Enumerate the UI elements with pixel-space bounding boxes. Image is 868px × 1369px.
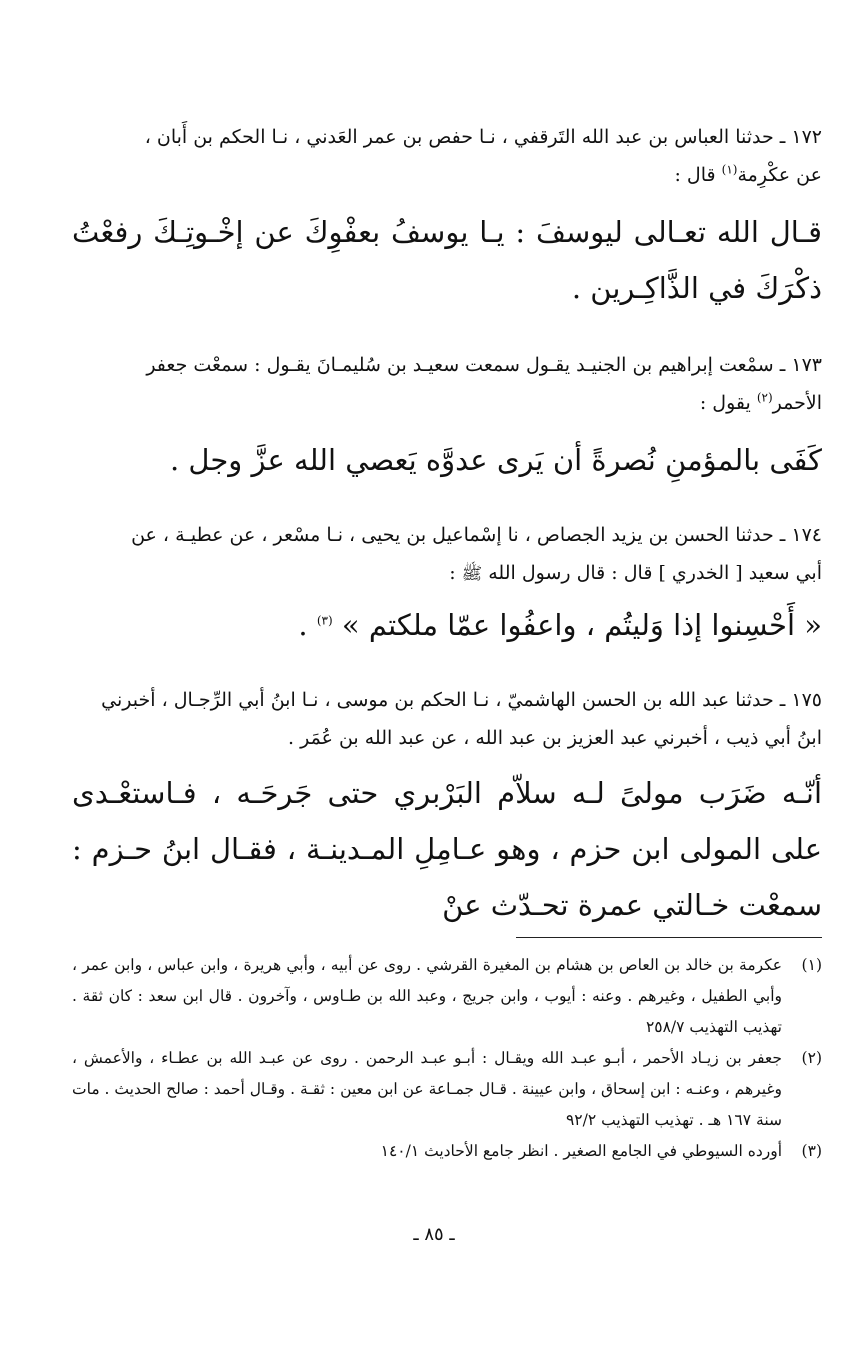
hadith-172 — [72, 118, 822, 316]
isnad-175-line1: ١٧٥ ـ حدثنا عبد الله بن الحسن الهاشميّ ، نـا الحكم بن موسى ، نـا ابنُ أبي الرِّجـال ، أخبرني — [101, 689, 822, 711]
matn-174 — [72, 597, 822, 653]
isnad-173-line2: الأحمر — [772, 392, 822, 414]
isnad-173-yaqul: يقول : — [699, 392, 757, 414]
isnad-172-line2: عن عكْرِمة — [737, 164, 822, 186]
hadith-175 — [72, 681, 822, 933]
footnote-ref-1: (١) — [721, 162, 738, 177]
isnad-173-line1: ١٧٣ ـ سمْعت إبراهيم بن الجنيـد يقـول سمعت سعيـد بن سُليمـانَ يقـول : سمعْت جعفر — [146, 354, 822, 376]
salawat-ligature: ﷺ — [461, 564, 483, 584]
footnote-ref-2: (٢) — [756, 390, 773, 405]
footnote-3 — [72, 1136, 822, 1167]
footnote-1 — [72, 950, 822, 1043]
matn-174-text: « أَحْسِنوا إذا وَليتُم ، واعفُوا عمّا ملكتم » — [341, 608, 822, 642]
footnote-3-number: (٣) — [801, 1142, 822, 1160]
footnote-1-number: (١) — [801, 956, 822, 974]
footnote-3-text: أورده السيوطي في الجامع الصغير . انظر جامع الأحاديث ١٤٠/١ — [380, 1142, 782, 1160]
matn-172: قـال الله تعـالى ليوسفَ : يـا يوسفُ بعفْوِكَ عن إخْـوتِـكَ رفعْتُ ذكْرَكَ في الذَّاكِـرين . — [72, 215, 822, 305]
isnad-174 — [72, 516, 822, 593]
hadith-174 — [72, 516, 822, 653]
isnad-173 — [72, 346, 822, 422]
footnotes — [72, 950, 822, 1167]
isnad-172-line1: ١٧٢ ـ حدثنا العباس بن عبد الله التَرقفي ، نـا حفص بن عمر العَدني ، نـا الحكم بن أَبان ، — [144, 126, 822, 148]
footnote-2 — [72, 1043, 822, 1136]
footnote-1-text: عكرمة بن خالد بن العاص بن هشام بن المغيرة القرشي . روى عن أبيه ، وأبي هريرة ، وابن عباس ، وابن عمر ، وأبي الطفيل ، وغيرهم . وعنه : أيوب ، وابن جريج ، وعبد الله بن طـاوس ، وآخرون . قال ابن سعد : كان ثقة . تهذيب التهذيب ٢٥٨/٧ — [72, 956, 782, 1036]
matn-174-end: . — [298, 608, 317, 642]
footnote-2-number: (٢) — [801, 1049, 822, 1067]
isnad-174-line2: أبي سعيد [ الخدري ] قال : قال رسول الله — [488, 562, 822, 584]
isnad-175-line2: ابنُ أبي ذيب ، أخبرني عبد العزيز بن عبد الله ، عن عبد الله بن عُمَر . — [288, 727, 822, 749]
isnad-172 — [72, 118, 822, 194]
isnad-174-colon: : — [449, 562, 462, 584]
isnad-175 — [72, 681, 822, 757]
matn-173: كَفَى بالمؤمنِ نُصرةً أن يَرى عدوَّه يَعصي الله عزَّ وجل . — [169, 443, 822, 477]
hadith-173 — [72, 346, 822, 488]
footnote-2-text: جعفر بن زيـاد الأحمر ، أبـو عبـد الله ويقـال : أبـو عبـد الرحمن . روى عن عبـد الله بن عطـاء ، والأعمش ، وغيرهم ، وعنـه : ابن إسحاق ، وابن عيينة . قـال جمـاعة عن ابن معين : ثقـة . وقـال أحمد : صالح الحديث . مات سنة ١٦٧ هـ . تهذيب التهذيب ٩٢/٢ — [72, 1049, 782, 1129]
footnote-divider — [516, 937, 822, 938]
isnad-172-qal: قال : — [674, 164, 722, 186]
footnote-ref-3: (٣) — [316, 613, 333, 628]
isnad-174-line1: ١٧٤ ـ حدثنا الحسن بن يزيد الجصاص ، نا إسْماعيل بن يحيى ، نـا مسْعر ، عن عطيـة ، عن — [131, 524, 822, 546]
matn-175: أنّـه ضَرَب مولىً لـه سلاّم البَرْبري حتى جَرحَـه ، فـاستعْـدى على المولى ابن حزم ، وهو عـامِلِ المـدينـة ، فقـال ابنُ حـزم : سمعْت خـالتي عمرة تحـدّث عنْ — [72, 776, 822, 922]
page-number: ـ ٨٥ ـ — [413, 1224, 455, 1245]
